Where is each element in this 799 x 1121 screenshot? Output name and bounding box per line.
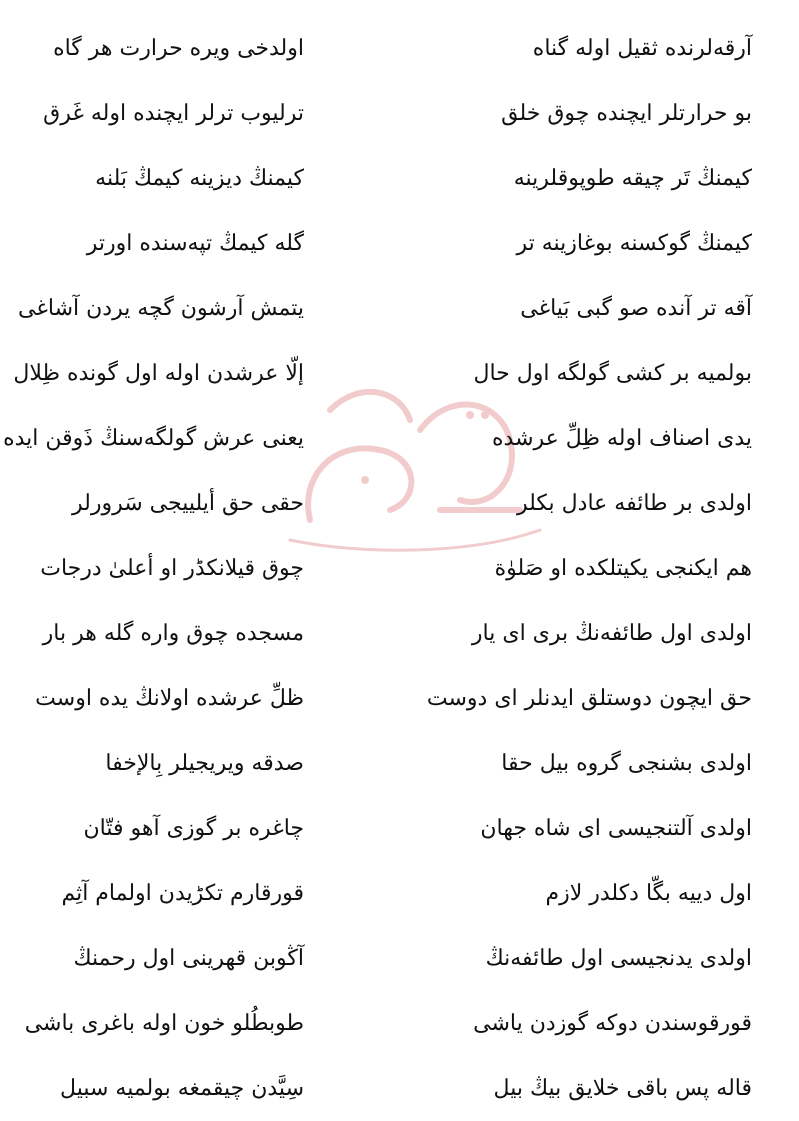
first-hemistich: کیمنڭ گوکسنه بوغازینه تر [516, 231, 752, 256]
couplet-row [0, 81, 799, 146]
second-hemistich: چوق قیلانکڈر او أعلیٰ درجات [40, 556, 304, 581]
first-hemistich: هم ایکنجی یکیتلکده او صَلوٰة [494, 556, 752, 581]
couplet-row [0, 276, 799, 341]
first-hemistich: بولمیه بر کشی گولگه اول حال [473, 361, 752, 386]
first-hemistich: قاله پس باقی خلایق بیڭ بیل [493, 1076, 752, 1101]
couplet-row [0, 16, 799, 81]
poem-body [0, 16, 799, 1121]
couplet-row [0, 666, 799, 731]
second-hemistich: قورقارم تکڑیدن اولمام آثِم [61, 881, 304, 906]
second-hemistich: مسجده چوق واره گله هر بار [42, 621, 304, 646]
couplet-row [0, 861, 799, 926]
couplet-row [0, 926, 799, 991]
first-hemistich: اولدی بشنجی گروه بیل حقا [501, 751, 752, 776]
second-hemistich: صدقه ویریجیلر بِالإخفا [105, 751, 304, 776]
couplet-row [0, 341, 799, 406]
couplet-row [0, 211, 799, 276]
first-hemistich: اولدی یدنجیسی اول طائفه‌نڭ [485, 946, 752, 971]
second-hemistich: چاغره بر گوزی آهو فتّان [83, 816, 304, 841]
first-hemistich: اول دییه بگّا دکلدر لازم [545, 881, 752, 906]
couplet-row [0, 471, 799, 536]
first-hemistich: اولدی بر طائفه عادل بکلر [516, 491, 752, 516]
couplet-row [0, 1056, 799, 1121]
second-hemistich: گله کیمڭ تپه‌سنده اورتر [86, 231, 304, 256]
first-hemistich: کیمنڭ تَر چیقه طوپوقلرینه [513, 166, 752, 191]
first-hemistich: آقه تر آنده صو گبی بَیاغی [520, 296, 752, 321]
second-hemistich: طوبطُلو خون اوله باغری باشی [24, 1011, 304, 1036]
second-hemistich: اولدخی ویره حرارت هر گاه [53, 36, 304, 61]
second-hemistich: یتمش آرشون گچه یردن آشاغی [18, 296, 304, 321]
first-hemistich: اولدی آلتنجیسی ای شاه جهان [480, 816, 752, 841]
couplet-row [0, 536, 799, 601]
first-hemistich: اولدی اول طائفه‌نڭ بری ای یار [471, 621, 752, 646]
couplet-row [0, 146, 799, 211]
second-hemistich: إلّا عرشدن اوله اول گونده ظِلال [13, 361, 304, 386]
second-hemistich: کیمنڭ دیزینه کیمڭ بَلنه [95, 166, 304, 191]
first-hemistich: بو حرارتلر ایچنده چوق خلق [501, 101, 752, 126]
second-hemistich: آڭوبن قهرینی اول رحمنڭ [73, 946, 304, 971]
second-hemistich: ترلیوب ترلر ایچنده اوله غَرق [43, 101, 304, 126]
couplet-row [0, 796, 799, 861]
second-hemistich: ظلِّ عرشده اولانڭ یده اوست [35, 686, 304, 711]
couplet-row [0, 601, 799, 666]
first-hemistich: حق ایچون دوستلق ایدنلر ای دوست [426, 686, 752, 711]
second-hemistich: یعنی عرش گولگه‌سنڭ ذَوقن ایده [3, 426, 304, 451]
second-hemistich: حقی حق أیلییجی سَرورلر [72, 491, 304, 516]
first-hemistich: قورقوسندن دوکه گوزدن یاشی [473, 1011, 752, 1036]
couplet-row [0, 406, 799, 471]
couplet-row [0, 731, 799, 796]
first-hemistich: یدی اصناف اوله ظِلِّ عرشده [492, 426, 752, 451]
second-hemistich: سِیَّدن چیقمغه بولمیه سبیل [60, 1076, 304, 1101]
first-hemistich: آرقه‌لرنده ثقیل اوله گناه [532, 36, 752, 61]
